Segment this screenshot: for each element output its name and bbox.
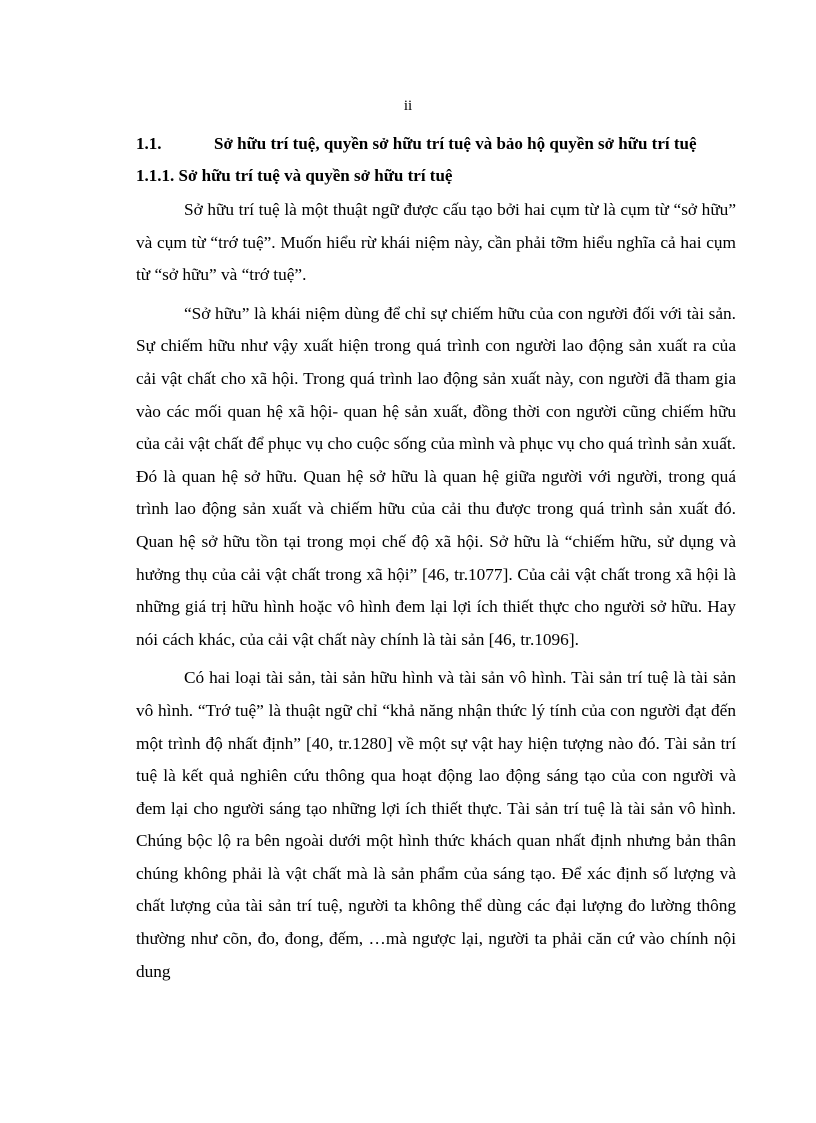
paragraph-3: Có hai loại tài sản, tài sản hữu hình và tài sản vô hình. Tài sản trí tuệ là tài sản vô hình. “Trớ tuệ” là thuật ngữ chỉ “khả năng nhận thức lý tính của con người đạt đến một trình độ nhất định” [40, tr.1280] về một sự vật hay hiện tượng nào đó. Tài sản trí tuệ là kết quả nghiên cứu thông qua hoạt động lao động sáng tạo của con người và đem lại cho người sáng tạo những lợi ích thiết thực. Tài sản trí tuệ là tài sản vô hình. Chúng bộc lộ ra bên ngoài dưới một hình thức khách quan nhất định nhưng bản thân chúng không phải là vật chất mà là sản phẩm của sáng tạo. Để xác định số lượng và chất lượng của tài sản trí tuệ, người ta không thể dùng các đại lượng đo lường thông thường như cõn, đo, đong, đếm, …mà ngược lại, người ta phải căn cứ vào chính nội dung bbox=[136, 668, 736, 981]
page-number: ii bbox=[403, 98, 413, 114]
paragraph-1: Sở hữu trí tuệ là một thuật ngữ được cấu tạo bởi hai cụm từ là cụm từ “sở hữu” và cụm từ “trớ tuệ”. Muốn hiểu rừ khái niệm này, cần phải tỡm hiểu nghĩa cả hai cụm từ “sở hữu” và “trớ tuệ”. bbox=[136, 200, 736, 285]
body-text bbox=[136, 194, 736, 994]
section-number: 1.1. bbox=[136, 134, 162, 153]
paragraph-2: “Sở hữu” là khái niệm dùng để chỉ sự chiếm hữu của con người đối với tài sản. Sự chiếm hữu như vậy xuất hiện trong quá trình con người lao động sản xuất ra của cải vật chất cho xã hội. Trong quá trình lao động sản xuất này, con người đã tham gia vào các mối quan hệ xã hội- quan hệ sản xuất, đồng thời con người cũng chiếm hữu của cải vật chất để phục vụ cho cuộc sống của mình và phục vụ cho quá trình sản xuất. Đó là quan hệ sở hữu. Quan hệ sở hữu là quan hệ giữa người với người, trong quá trình lao động sản xuất và chiếm hữu của cải thu được trong quá trình sản xuất đó. Quan hệ sở hữu tồn tại trong mọi chế độ xã hội. Sở hữu là “chiếm hữu, sử dụng và hưởng thụ của cải vật chất trong xã hội” [46, tr.1077]. Của cải vật chất trong xã hội là những giá trị hữu hình hoặc vô hình đem lại lợi ích thiết thực cho người sở hữu. Hay nói cách khác, của cải vật chất này chính là tài sản [46, tr.1096]. bbox=[136, 303, 736, 649]
section-title: Sở hữu trí tuệ, quyền sở hữu trí tuệ và bảo hộ quyền sở hữu trí tuệ bbox=[214, 134, 697, 153]
subsection-heading-1-1-1: 1.1.1. Sở hữu trí tuệ và quyền sở hữu trí tuệ bbox=[136, 166, 453, 185]
section-heading-1-1 bbox=[136, 134, 697, 154]
